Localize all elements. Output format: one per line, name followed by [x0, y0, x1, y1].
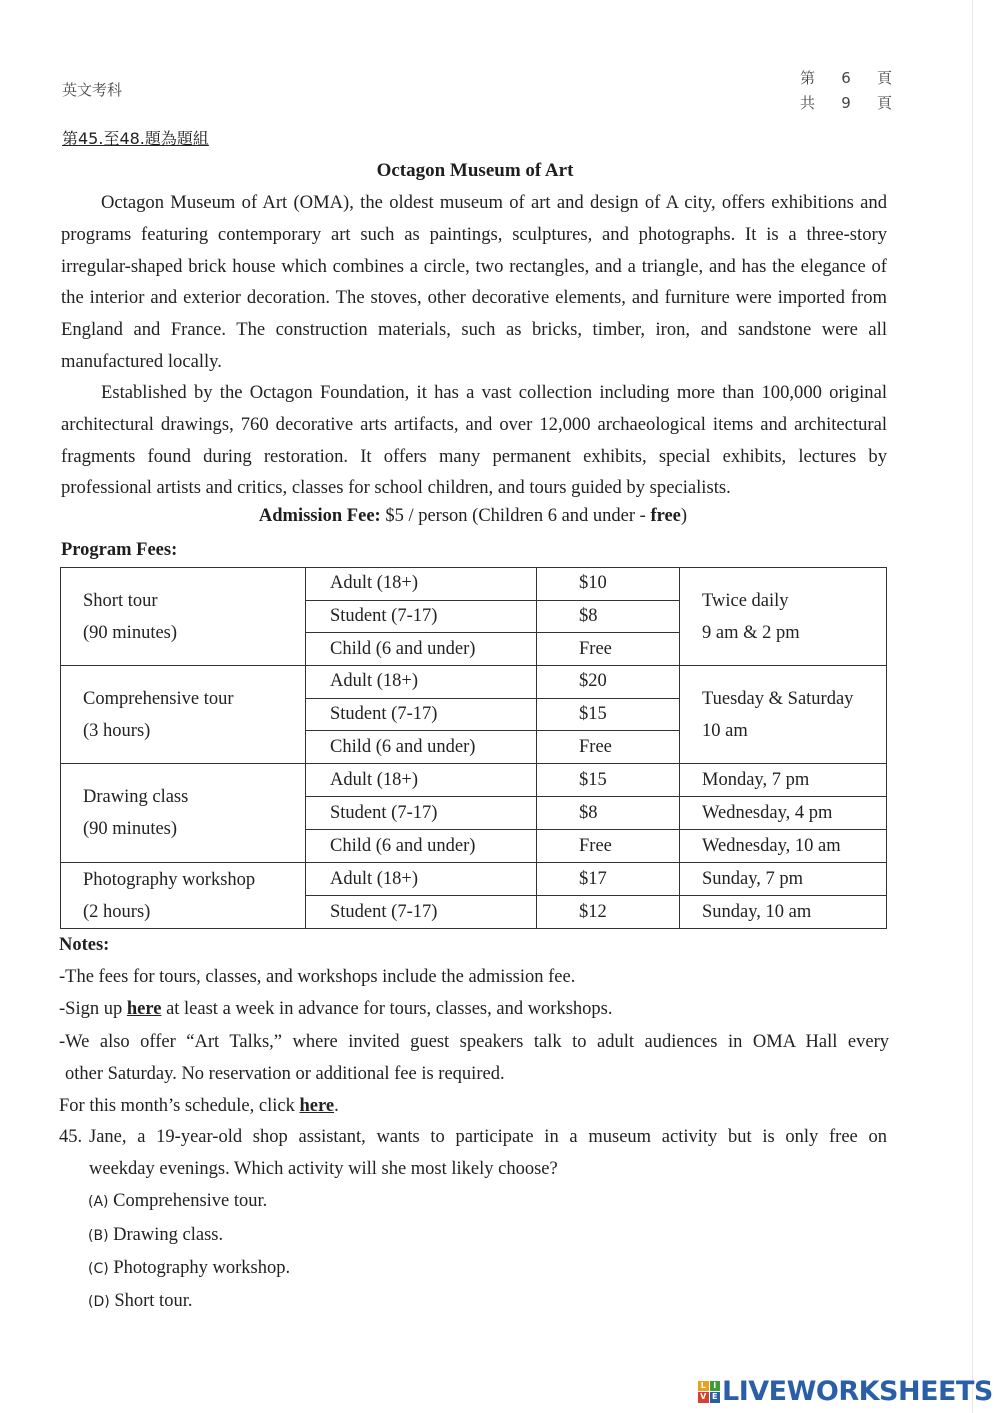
note-art-talks-line-1: -We also offer “Art Talks,” where invited guest speakers talk to adult audiences in OMA Hall every — [59, 1031, 889, 1052]
ticket-price: $8 — [537, 600, 680, 633]
ticket-price: $15 — [537, 764, 680, 797]
ticket-price: $17 — [537, 863, 680, 896]
ticket-type: Child (6 and under) — [306, 633, 537, 666]
question-group-label: 第45.至48.題為題組 — [62, 129, 209, 148]
ticket-price: $15 — [537, 698, 680, 731]
total-unit: 頁 — [876, 94, 892, 112]
option-letter: (C) — [88, 1260, 109, 1277]
question-45 — [59, 1121, 887, 1318]
option-letter: (D) — [88, 1294, 110, 1311]
table-row — [61, 666, 887, 699]
admission-fee-text: $5 / person (Children 6 and under - — [380, 506, 651, 526]
admission-fee-free: free — [650, 506, 681, 526]
liveworksheets-wordmark: LIVEWORKSHEETS — [722, 1376, 993, 1407]
question-stem-line-1: Jane, a 19-year-old shop assistant, wants to participate in a museum activity but is only free on — [89, 1127, 887, 1147]
schedule-cell — [680, 568, 887, 666]
ticket-type: Adult (18+) — [306, 764, 537, 797]
question-stem — [59, 1121, 887, 1153]
page-number: 6 — [841, 69, 851, 87]
note-fees-included: -The fees for tours, classes, and workshops include the admission fee. — [59, 967, 576, 988]
ticket-price: $10 — [537, 568, 680, 601]
ticket-type: Student (7-17) — [306, 896, 537, 929]
program-name: Photography workshop — [83, 869, 256, 890]
liveworksheets-logo — [698, 1376, 993, 1407]
schedule-time: Wednesday, 4 pm — [680, 797, 887, 830]
program-duration: (2 hours) — [83, 901, 151, 922]
ticket-type: Adult (18+) — [306, 863, 537, 896]
liveworksheets-mark-icon — [698, 1381, 720, 1403]
program-fees-table — [60, 567, 887, 929]
subject-label: 英文考科 — [62, 81, 123, 99]
program-duration: (3 hours) — [83, 720, 151, 741]
option-d[interactable] — [59, 1285, 887, 1318]
ticket-type: Adult (18+) — [306, 666, 537, 699]
logo-mark-letter: E — [710, 1392, 721, 1403]
ticket-type: Adult (18+) — [306, 568, 537, 601]
article-paragraph-2: Established by the Octagon Foundation, it has a vast collection including more than 100,000 original architectural drawings, 760 decorative arts artifacts, and over 12,000 archaeological items and architectural fragments found during restoration. It offers many permanent exhibits, special exhibits, lectures by professional artists and critics, classes for school children, and tours guided by specialists. — [61, 382, 887, 499]
option-text: Comprehensive tour. — [113, 1191, 268, 1212]
schedule-line: 10 am — [702, 720, 748, 741]
schedule-time: Monday, 7 pm — [680, 764, 887, 797]
schedule-here-link[interactable]: here — [299, 1096, 335, 1117]
page-label: 第 — [800, 69, 816, 87]
notes-section — [59, 929, 889, 1122]
note-sign-up-post: at least a week in advance for tours, classes, and workshops. — [161, 999, 613, 1020]
note-sign-up — [59, 993, 889, 1025]
ticket-type: Student (7-17) — [306, 797, 537, 830]
ticket-type: Child (6 and under) — [306, 830, 537, 863]
total-pages: 9 — [841, 94, 851, 112]
option-b[interactable] — [59, 1219, 887, 1252]
schedule-line: Tuesday & Saturday — [702, 688, 854, 709]
program-name: Comprehensive tour — [83, 688, 234, 709]
program-duration: (90 minutes) — [83, 622, 178, 643]
logo-mark-letter: I — [710, 1381, 721, 1392]
table-row — [61, 568, 887, 601]
option-text: Drawing class. — [113, 1224, 224, 1245]
program-name: Short tour — [83, 590, 158, 611]
ticket-price: $20 — [537, 666, 680, 699]
question-stem-line-2: weekday evenings. Which activity will she most likely choose? — [89, 1159, 558, 1180]
ticket-price: Free — [537, 830, 680, 863]
ticket-type: Child (6 and under) — [306, 731, 537, 764]
option-text: Short tour. — [114, 1291, 193, 1312]
schedule-line: Twice daily — [702, 590, 789, 611]
ticket-price: $12 — [537, 896, 680, 929]
table-row — [61, 863, 887, 896]
program-cell — [61, 863, 306, 929]
ticket-price: Free — [537, 633, 680, 666]
ticket-type: Student (7-17) — [306, 698, 537, 731]
admission-fee-close: ) — [680, 506, 688, 526]
admission-fee-label: Admission Fee: — [258, 506, 381, 526]
schedule-note-post: . — [334, 1096, 339, 1117]
option-a[interactable] — [59, 1185, 887, 1218]
option-letter: (B) — [88, 1227, 109, 1244]
option-c[interactable] — [59, 1252, 887, 1285]
admission-fee — [0, 506, 946, 527]
logo-mark-letter: L — [698, 1381, 709, 1392]
schedule-time: Sunday, 10 am — [680, 896, 887, 929]
schedule-cell — [680, 666, 887, 764]
note-art-talks-line-2: other Saturday. No reservation or additional fee is required. — [65, 1063, 505, 1084]
program-fees-label: Program Fees: — [61, 540, 178, 560]
notes-label: Notes: — [59, 935, 110, 955]
ticket-price: Free — [537, 731, 680, 764]
article-title: Octagon Museum of Art — [376, 160, 574, 181]
schedule-time: Sunday, 7 pm — [680, 863, 887, 896]
question-number: 45. — [59, 1127, 83, 1147]
ticket-price: $8 — [537, 797, 680, 830]
option-text: Photography workshop. — [113, 1257, 291, 1278]
logo-mark-letter: V — [698, 1392, 709, 1403]
schedule-time: Wednesday, 10 am — [680, 830, 887, 863]
schedule-note-pre: For this month’s schedule, click — [59, 1096, 300, 1117]
schedule-line: 9 am & 2 pm — [702, 622, 800, 643]
page-unit: 頁 — [876, 69, 892, 87]
schedule-note — [59, 1090, 889, 1122]
article-paragraph-1: Octagon Museum of Art (OMA), the oldest museum of art and design of A city, offers exhibitions and programs featuring contemporary art such as paintings, sculptures, and photographs. It is a three-story irregular-shaped brick house which combines a circle, two rectangles, and a triangle, and has the elegance of the interior and exterior decoration. The stoves, other decorative elements, and furniture were imported from England and France. The construction materials, such as bricks, timber, iron, and sandstone were all manufactured locally. — [61, 192, 887, 372]
note-sign-up-pre: -Sign up — [59, 999, 127, 1020]
program-cell — [61, 568, 306, 666]
program-duration: (90 minutes) — [83, 819, 178, 840]
table-row — [61, 764, 887, 797]
scan-edge-line — [972, 0, 973, 1413]
page-indicator — [800, 66, 892, 116]
total-label: 共 — [800, 94, 816, 112]
program-name: Drawing class — [83, 787, 189, 808]
sign-up-here-link[interactable]: here — [126, 999, 162, 1020]
program-cell — [61, 764, 306, 863]
program-cell — [61, 666, 306, 764]
option-letter: (A) — [88, 1194, 109, 1211]
ticket-type: Student (7-17) — [306, 600, 537, 633]
